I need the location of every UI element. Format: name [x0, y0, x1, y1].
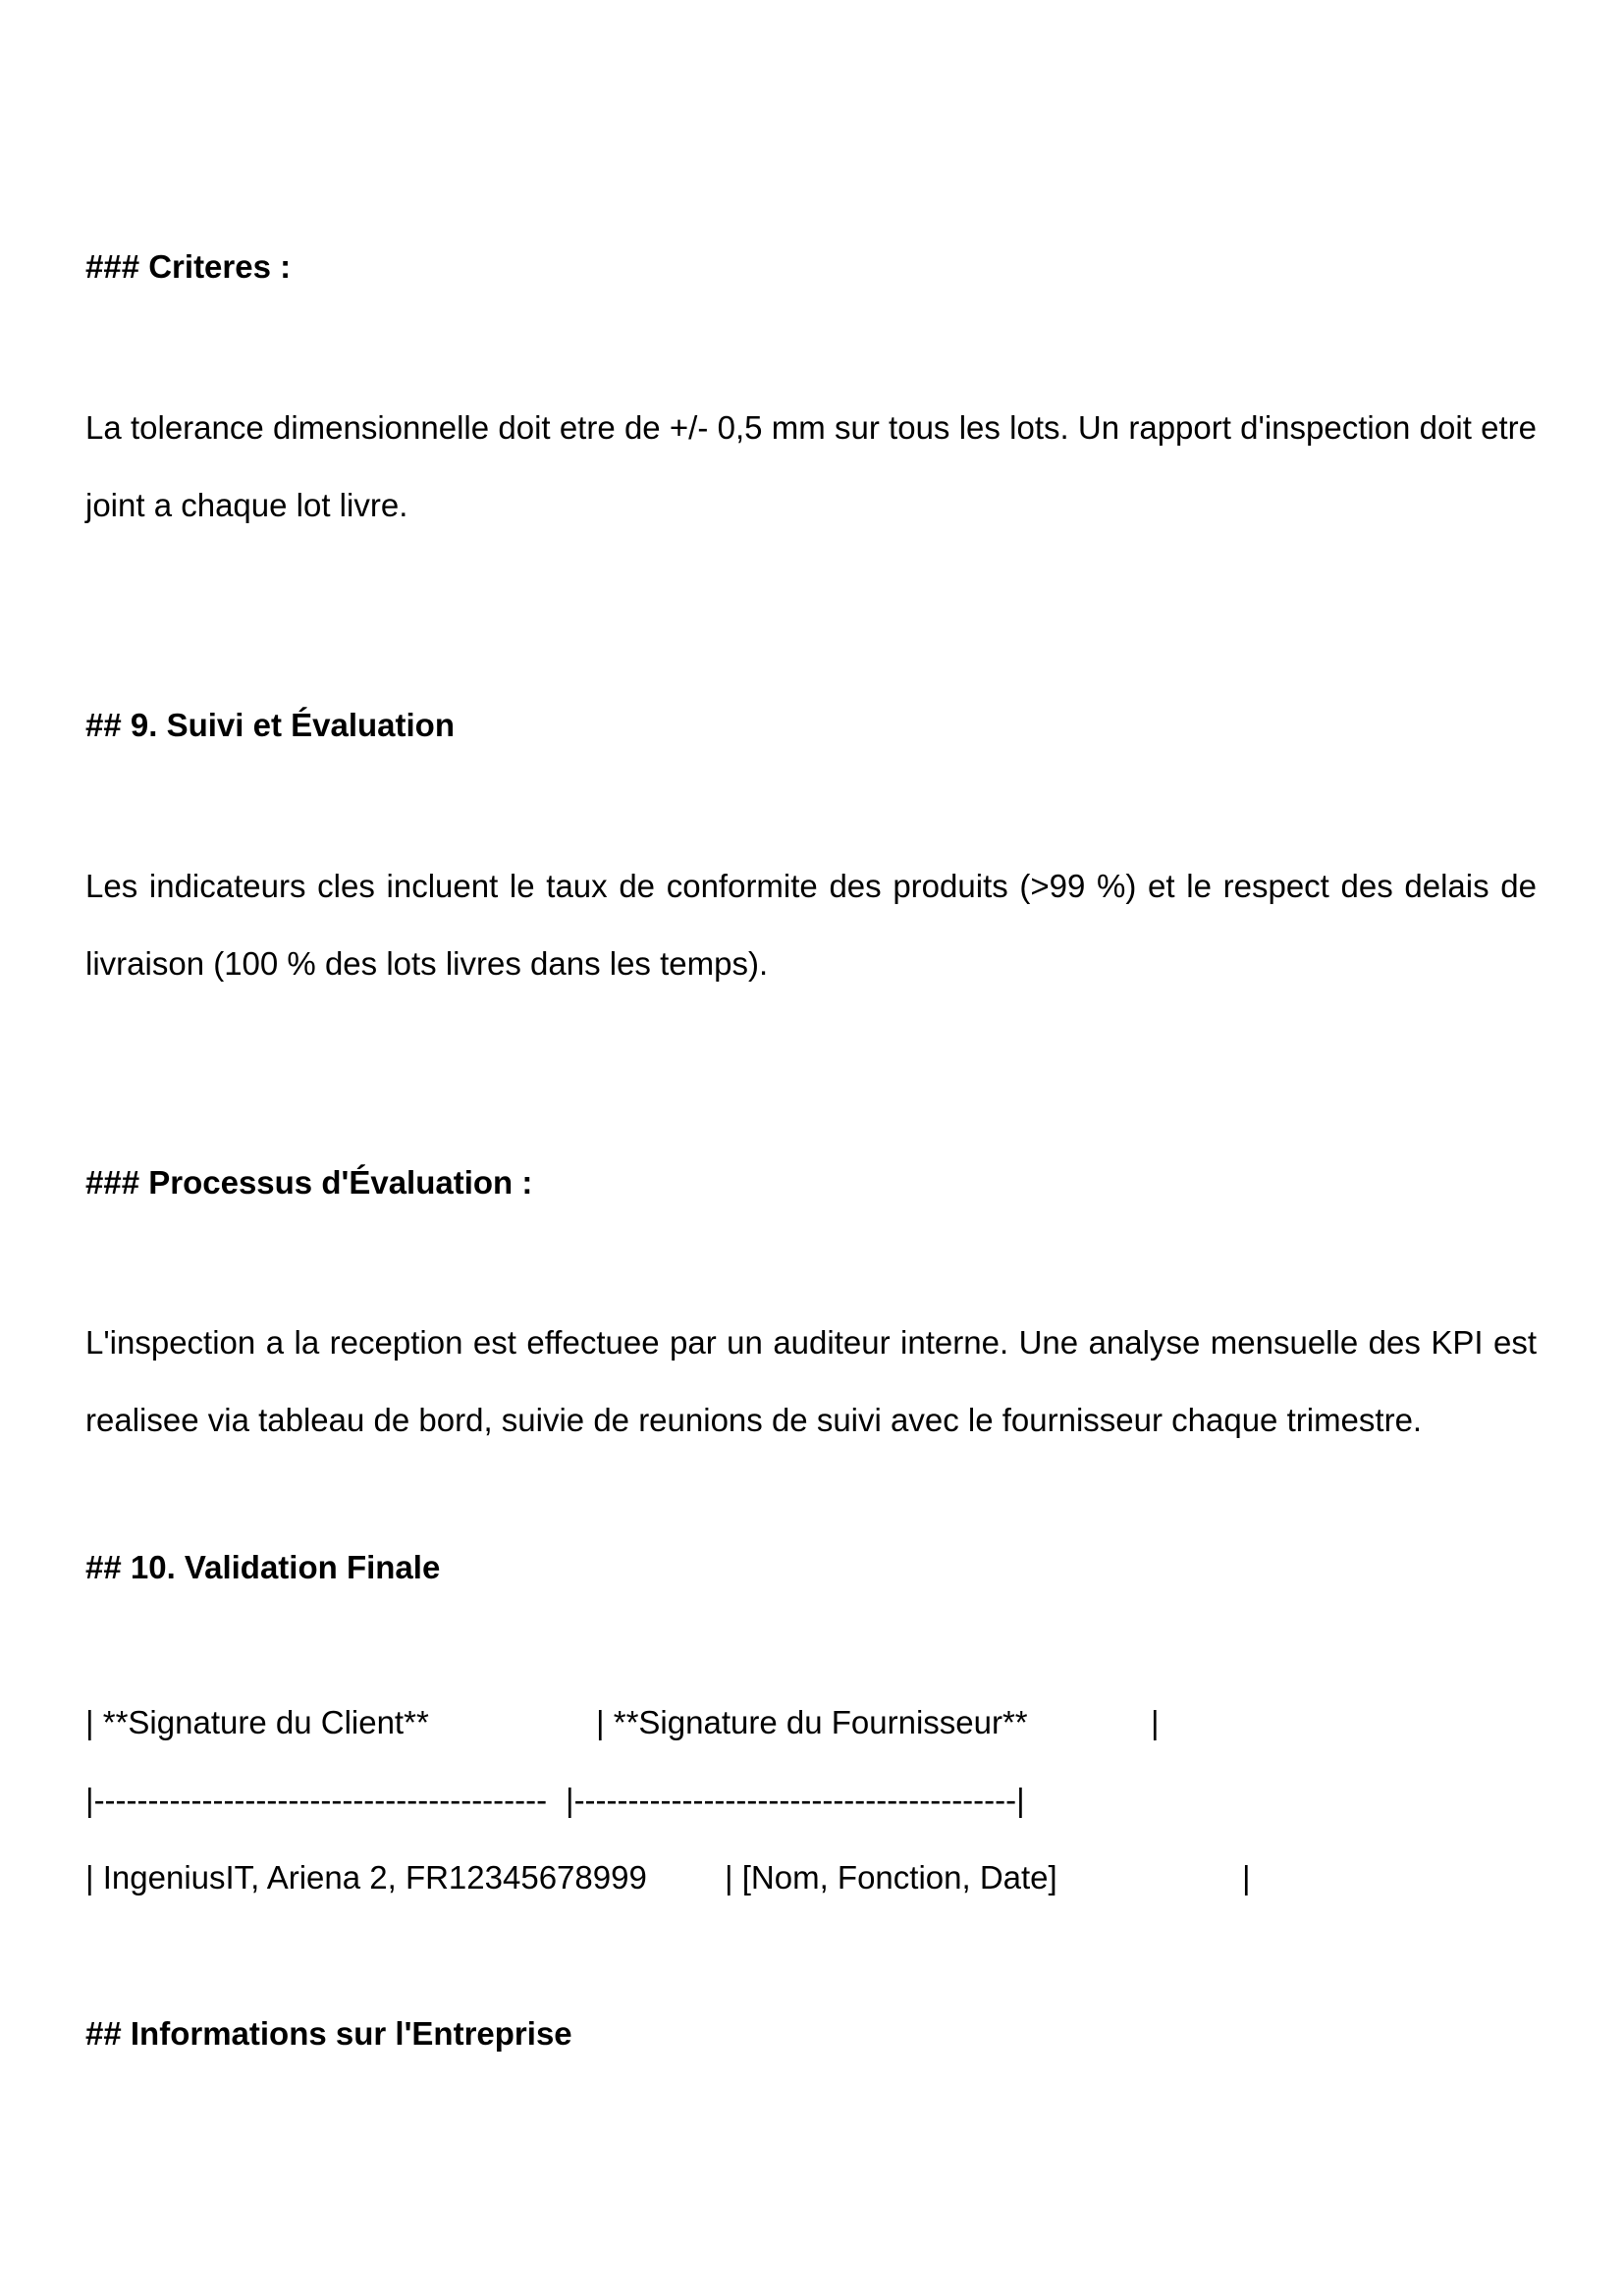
- signature-table-data-row: [85, 1858, 1362, 1897]
- client-signature-cell: | IngeniusIT, Ariena 2, FR12345678999: [85, 1859, 647, 1896]
- signature-table-header-row: [85, 1703, 1264, 1742]
- processus-heading: ### Processus d'Évaluation :: [85, 1164, 533, 1201]
- supplier-signature-cell: | [Nom, Fonction, Date]: [725, 1859, 1057, 1896]
- validation-heading: ## 10. Validation Finale: [85, 1549, 441, 1585]
- entreprise-heading: ## Informations sur l'Entreprise: [85, 2015, 572, 2052]
- separator-right: |-----------------------------------------|: [566, 1782, 1025, 1818]
- signature-header-end: |: [1151, 1704, 1160, 1740]
- signature-table-separator-row: [85, 1781, 1264, 1820]
- separator-left: |------------------------------------------: [85, 1782, 548, 1818]
- criteres-heading: ### Criteres :: [85, 248, 292, 285]
- suivi-paragraph: Les indicateurs cles incluent le taux de conformite des produits (>99 %) et le respect des delais de livraison (100 % des lots livres dans les temps).: [85, 868, 1537, 982]
- signature-client-header: | **Signature du Client**: [85, 1704, 429, 1740]
- data-row-end: |: [1242, 1859, 1251, 1896]
- criteres-paragraph: La tolerance dimensionnelle doit etre de +/- 0,5 mm sur tous les lots. Un rapport d'inspection doit etre joint a chaque lot livre.: [85, 409, 1537, 523]
- suivi-heading: ## 9. Suivi et Évaluation: [85, 707, 455, 743]
- signature-supplier-header: | **Signature du Fournisseur**: [596, 1704, 1028, 1740]
- processus-paragraph: L'inspection a la reception est effectuee par un auditeur interne. Une analyse mensuelle des KPI est realisee via tableau de bord, suivie de reunions de suivi avec le fournisseur chaque trimestre.: [85, 1324, 1537, 1438]
